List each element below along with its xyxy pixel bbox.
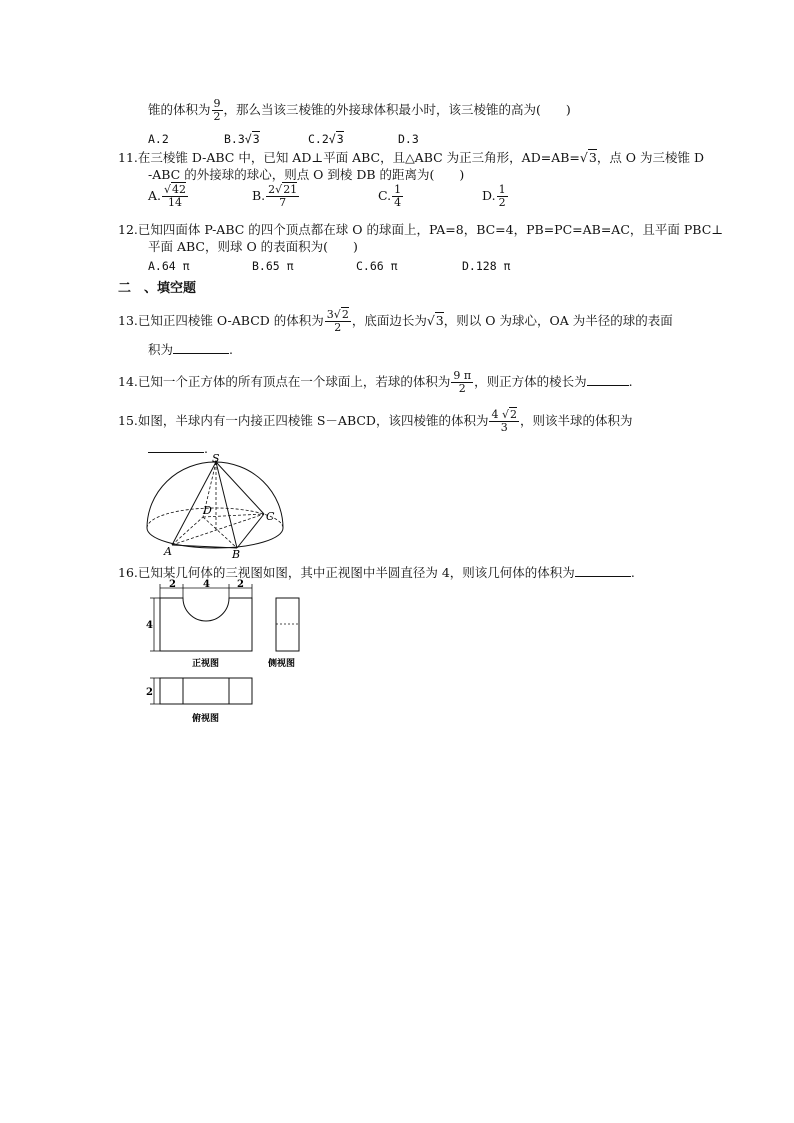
q10-option-d: D.3 bbox=[398, 132, 419, 146]
q10-option-c: C.2√3 bbox=[308, 132, 344, 146]
hemisphere-pyramid-figure bbox=[140, 452, 290, 560]
q11-option-b: B. $\frac{2√21}{7}$ bbox=[252, 183, 298, 209]
label-b: B bbox=[232, 548, 241, 560]
q11-line-2: -ABC 的外接球的球心，则点 O 到棱 DB 的距离为( ) bbox=[148, 167, 465, 182]
dim-2-right: 2 bbox=[237, 579, 244, 590]
q16-line: 16.已知某几何体的三视图如图，其中正视图中半圆直径为 4，则该几何体的体积为 . bbox=[118, 565, 635, 580]
q13-line-1: 13.已知正四棱锥 O-ABCD 的体积为 $\frac{3√2}{2}$ ，底面边长为√3，则以 O 为球心，OA 为半径的球的表面 bbox=[118, 308, 673, 334]
q12-line-1: 12.已知四面体 P-ABC 的四个顶点都在球 O 的球面上，PA=8，BC=4，PB=PC=AB=AC，且平面 PBC⊥ bbox=[118, 222, 724, 237]
q15-line-1: 15.如图，半球内有一内接正四棱锥 S－ABCD，该四棱锥的体积为 $\frac{4 √2}{3}$ ，则该半球的体积为 bbox=[118, 408, 633, 434]
top-view-label: 俯视图 bbox=[192, 714, 220, 724]
q10-option-b: B.3√3 bbox=[224, 132, 260, 146]
q14-answer-blank[interactable] bbox=[587, 373, 629, 386]
dim-top-height-2: 2 bbox=[146, 687, 153, 698]
q13-line-2: 积为 . bbox=[148, 342, 233, 357]
q10-line bbox=[148, 98, 571, 123]
q16-answer-blank[interactable] bbox=[575, 564, 631, 577]
q12-option-b: B.65 π bbox=[252, 259, 294, 273]
q10-text-after: ，那么当该三棱锥的外接球体积最小时，该三棱锥的高为( ) bbox=[223, 102, 571, 117]
section-title-fill-in: 二 、填空题 bbox=[118, 281, 197, 296]
q12-option-c: C.66 π bbox=[356, 259, 398, 273]
q10-fraction: $\frac{9}{2}$ bbox=[213, 97, 221, 123]
three-view-figure bbox=[140, 578, 310, 728]
q11-line-1: 11.在三棱锥 D-ABC 中，已知 AD⊥平面 ABC，且△ABC 为正三角形，AD=AB=√3，点 O 为三棱锥 D bbox=[118, 150, 705, 165]
q13-answer-blank[interactable] bbox=[173, 341, 229, 354]
q10-text-before: 锥的体积为 bbox=[148, 102, 211, 117]
q12-option-d: D.128 π bbox=[462, 259, 511, 273]
q11-option-a: A. $\frac{√42}{14}$ bbox=[148, 183, 187, 209]
dim-2-left: 2 bbox=[169, 579, 176, 590]
q14-line: 14.已知一个正方体的所有顶点在一个球面上，若球的体积为 $\frac{9 \pi}{2}$ ，则正方体的棱长为 . bbox=[118, 369, 633, 395]
side-view-label: 侧视图 bbox=[268, 659, 296, 669]
q12-line-2: 平面 ABC，则球 O 的表面积为( ) bbox=[148, 239, 358, 254]
dim-4: 4 bbox=[203, 579, 210, 590]
q12-option-a: A.64 π bbox=[148, 259, 190, 273]
dim-height-4: 4 bbox=[146, 620, 153, 631]
q11-option-c: C. $\frac{1}{4}$ bbox=[378, 183, 402, 209]
front-view-label: 正视图 bbox=[192, 659, 220, 669]
label-s: S bbox=[212, 452, 220, 465]
q11-option-d: D. $\frac{1}{2}$ bbox=[482, 183, 506, 209]
label-d: D bbox=[203, 504, 212, 517]
label-c: C bbox=[266, 510, 275, 523]
q15-line-2: . bbox=[148, 440, 208, 457]
q10-option-a: A.2 bbox=[148, 132, 169, 146]
label-a: A bbox=[164, 545, 172, 558]
